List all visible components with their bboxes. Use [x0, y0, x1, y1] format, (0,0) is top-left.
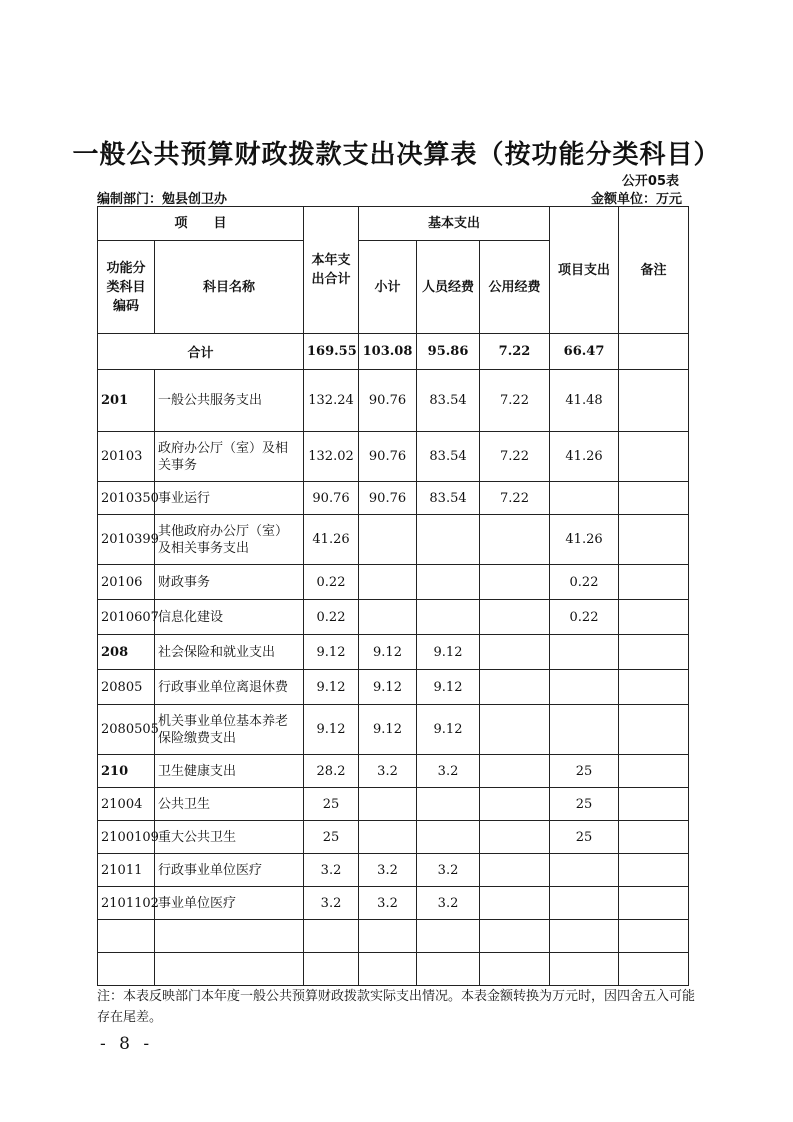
subject-code: 210 [98, 755, 155, 788]
amount-public [480, 600, 550, 635]
header-remark: 备注 [619, 207, 689, 334]
amount-public: 7.22 [480, 482, 550, 515]
amount-subtotal [359, 600, 417, 635]
subject-name: 重大公共卫生 [155, 821, 304, 854]
amount-public [480, 755, 550, 788]
empty-cell [550, 953, 619, 986]
department-label: 编制部门：勉县创卫办 [97, 192, 228, 207]
header-item: 项 目 [98, 207, 304, 241]
subject-code: 21004 [98, 788, 155, 821]
amount-project [550, 482, 619, 515]
subject-name: 其他政府办公厅（室）及相关事务支出 [155, 515, 304, 565]
amount-personnel: 9.12 [417, 670, 480, 705]
remark-cell [619, 788, 689, 821]
amount-subtotal: 3.2 [359, 887, 417, 920]
subject-code: 20106 [98, 565, 155, 600]
amount-personnel: 3.2 [417, 854, 480, 887]
total-project: 66.47 [550, 334, 619, 370]
subject-code: 2080505 [98, 705, 155, 755]
subject-name: 事业单位医疗 [155, 887, 304, 920]
table-row [98, 600, 689, 635]
subject-code: 201 [98, 370, 155, 432]
subject-name: 卫生健康支出 [155, 755, 304, 788]
amount-subtotal: 90.76 [359, 432, 417, 482]
amount-total: 3.2 [304, 854, 359, 887]
empty-cell [98, 953, 155, 986]
remark-cell [619, 370, 689, 432]
budget-table [97, 206, 689, 986]
amount-public [480, 854, 550, 887]
amount-subtotal: 90.76 [359, 370, 417, 432]
subject-name: 机关事业单位基本养老保险缴费支出 [155, 705, 304, 755]
amount-public [480, 705, 550, 755]
table-row [98, 705, 689, 755]
subject-code: 20103 [98, 432, 155, 482]
empty-row [98, 953, 689, 986]
remark-cell [619, 670, 689, 705]
amount-subtotal: 9.12 [359, 670, 417, 705]
amount-public [480, 887, 550, 920]
table-row [98, 432, 689, 482]
total-amount: 169.55 [304, 334, 359, 370]
remark-cell [619, 854, 689, 887]
amount-public [480, 515, 550, 565]
subject-name: 公共卫生 [155, 788, 304, 821]
total-subtotal: 103.08 [359, 334, 417, 370]
empty-cell [619, 920, 689, 953]
amount-subtotal [359, 565, 417, 600]
table-row [98, 755, 689, 788]
empty-row [98, 920, 689, 953]
header-total-year: 本年支出合计 [304, 207, 359, 334]
amount-personnel: 9.12 [417, 705, 480, 755]
amount-total: 90.76 [304, 482, 359, 515]
amount-total: 25 [304, 788, 359, 821]
amount-total: 9.12 [304, 670, 359, 705]
subject-code: 2010607 [98, 600, 155, 635]
amount-personnel [417, 515, 480, 565]
empty-cell [359, 920, 417, 953]
empty-cell [304, 920, 359, 953]
amount-project: 25 [550, 821, 619, 854]
table-row [98, 635, 689, 670]
remark-cell [619, 887, 689, 920]
footnote: 注：本表反映部门本年度一般公共预算财政拨款实际支出情况。本表金额转换为万元时，因四舍五入可能存在尾差。 [97, 989, 696, 1025]
amount-project [550, 887, 619, 920]
header-project: 项目支出 [550, 207, 619, 334]
amount-public [480, 670, 550, 705]
header-public: 公用经费 [480, 241, 550, 334]
amount-personnel: 9.12 [417, 635, 480, 670]
remark-cell [619, 432, 689, 482]
amount-subtotal [359, 515, 417, 565]
empty-cell [480, 920, 550, 953]
amount-personnel: 3.2 [417, 755, 480, 788]
amount-personnel: 83.54 [417, 432, 480, 482]
amount-subtotal: 3.2 [359, 755, 417, 788]
amount-project: 41.26 [550, 432, 619, 482]
empty-cell [480, 953, 550, 986]
amount-personnel [417, 788, 480, 821]
subject-name: 行政事业单位离退休费 [155, 670, 304, 705]
amount-subtotal: 90.76 [359, 482, 417, 515]
amount-project: 0.22 [550, 565, 619, 600]
amount-project: 25 [550, 788, 619, 821]
amount-project: 41.48 [550, 370, 619, 432]
table-row [98, 482, 689, 515]
subject-code: 2010350 [98, 482, 155, 515]
amount-project [550, 635, 619, 670]
amount-total: 0.22 [304, 565, 359, 600]
amount-public [480, 565, 550, 600]
empty-cell [619, 953, 689, 986]
header-row-1 [98, 207, 689, 241]
total-public: 7.22 [480, 334, 550, 370]
subject-name: 财政事务 [155, 565, 304, 600]
document-title: 一般公共预算财政拨款支出决算表（按功能分类科目） [72, 140, 721, 170]
remark-cell [619, 635, 689, 670]
total-remark [619, 334, 689, 370]
subject-name: 政府办公厅（室）及相关事务 [155, 432, 304, 482]
amount-project: 0.22 [550, 600, 619, 635]
remark-cell [619, 755, 689, 788]
amount-public [480, 821, 550, 854]
empty-cell [417, 953, 480, 986]
amount-total: 28.2 [304, 755, 359, 788]
header-func-code: 功能分类科目编码 [98, 241, 155, 334]
header-subtotal: 小计 [359, 241, 417, 334]
amount-total: 9.12 [304, 705, 359, 755]
header-personnel: 人员经费 [417, 241, 480, 334]
amount-personnel [417, 565, 480, 600]
subject-name: 信息化建设 [155, 600, 304, 635]
amount-personnel: 83.54 [417, 370, 480, 432]
remark-cell [619, 821, 689, 854]
empty-cell [304, 953, 359, 986]
total-row [98, 334, 689, 370]
empty-cell [98, 920, 155, 953]
amount-public: 7.22 [480, 370, 550, 432]
subject-name: 一般公共服务支出 [155, 370, 304, 432]
table-row [98, 370, 689, 432]
amount-subtotal [359, 788, 417, 821]
amount-project: 25 [550, 755, 619, 788]
amount-personnel [417, 600, 480, 635]
total-personnel: 95.86 [417, 334, 480, 370]
table-row [98, 854, 689, 887]
subject-code: 2101102 [98, 887, 155, 920]
amount-public [480, 788, 550, 821]
amount-personnel: 83.54 [417, 482, 480, 515]
table-row [98, 887, 689, 920]
amount-total: 41.26 [304, 515, 359, 565]
form-code: 公开05表 [621, 174, 679, 189]
remark-cell [619, 565, 689, 600]
empty-cell [155, 920, 304, 953]
empty-cell [359, 953, 417, 986]
amount-public: 7.22 [480, 432, 550, 482]
amount-project [550, 854, 619, 887]
subject-code: 208 [98, 635, 155, 670]
amount-total: 3.2 [304, 887, 359, 920]
empty-cell [550, 920, 619, 953]
amount-project [550, 705, 619, 755]
remark-cell [619, 705, 689, 755]
empty-cell [155, 953, 304, 986]
page-number: - 8 - [100, 1034, 154, 1054]
table-row [98, 515, 689, 565]
table-row [98, 788, 689, 821]
subject-code: 20805 [98, 670, 155, 705]
amount-total: 0.22 [304, 600, 359, 635]
amount-subtotal [359, 821, 417, 854]
remark-cell [619, 515, 689, 565]
table-row [98, 821, 689, 854]
amount-subtotal: 9.12 [359, 635, 417, 670]
total-label: 合计 [98, 334, 304, 370]
subject-name: 行政事业单位医疗 [155, 854, 304, 887]
table-row [98, 565, 689, 600]
empty-cell [417, 920, 480, 953]
amount-project: 41.26 [550, 515, 619, 565]
amount-public [480, 635, 550, 670]
amount-personnel: 3.2 [417, 887, 480, 920]
amount-total: 132.24 [304, 370, 359, 432]
amount-total: 9.12 [304, 635, 359, 670]
remark-cell [619, 600, 689, 635]
subject-code: 21011 [98, 854, 155, 887]
subject-code: 2100109 [98, 821, 155, 854]
amount-total: 25 [304, 821, 359, 854]
header-subject-name: 科目名称 [155, 241, 304, 334]
header-basic: 基本支出 [359, 207, 550, 241]
amount-personnel [417, 821, 480, 854]
subject-name: 事业运行 [155, 482, 304, 515]
subject-name: 社会保险和就业支出 [155, 635, 304, 670]
table-row [98, 670, 689, 705]
amount-subtotal: 9.12 [359, 705, 417, 755]
subject-code: 2010399 [98, 515, 155, 565]
amount-subtotal: 3.2 [359, 854, 417, 887]
amount-project [550, 670, 619, 705]
amount-total: 132.02 [304, 432, 359, 482]
unit-label: 金额单位：万元 [590, 192, 682, 207]
remark-cell [619, 482, 689, 515]
